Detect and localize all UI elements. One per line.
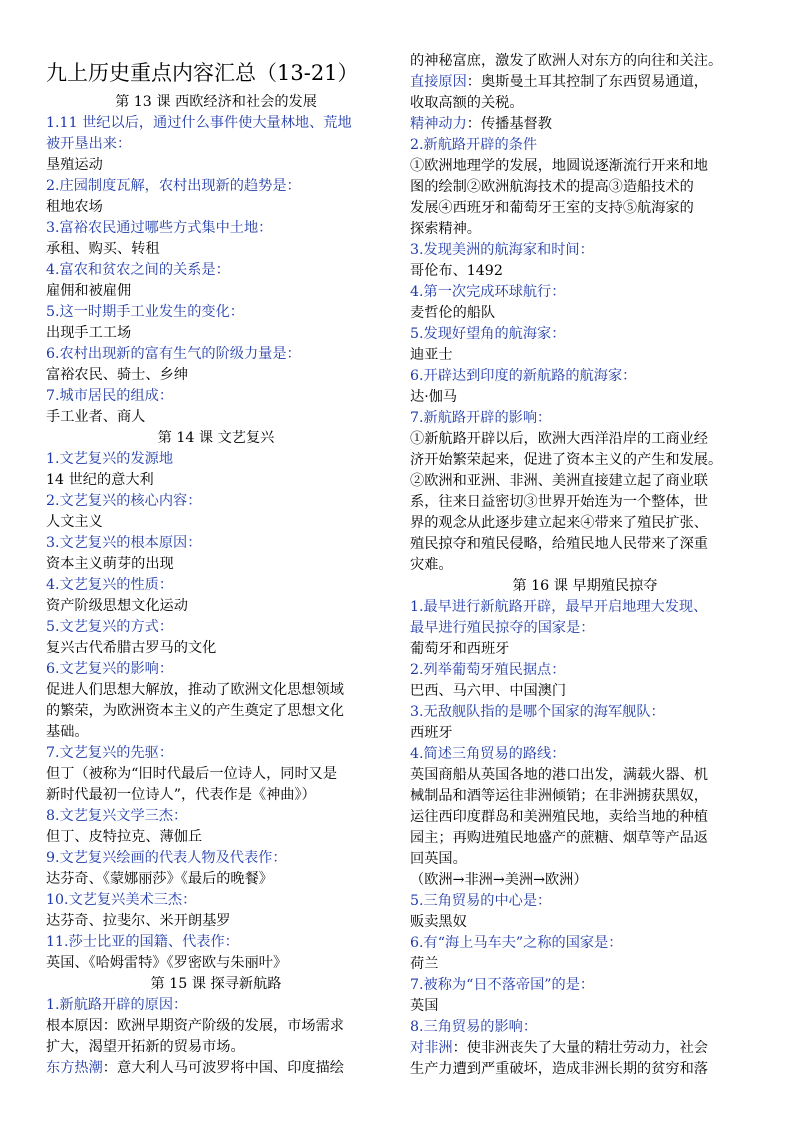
text-line xyxy=(410,387,760,408)
answer-text: 济开始繁荣起来，促进了资本主义的产生和发展。 xyxy=(410,452,723,468)
answer-text: 第 13 课 西欧经济和社会的发展 xyxy=(115,94,317,110)
text-line xyxy=(410,723,760,744)
text-line xyxy=(46,890,386,911)
answer-text: 西班牙 xyxy=(410,725,453,741)
answer-text: ①欧洲地理学的发展，地圆说逐渐流行开来和地 xyxy=(410,158,708,174)
question-text: 2.文艺复兴的核心内容： xyxy=(46,493,202,509)
text-line xyxy=(46,491,386,512)
question-text: 5.文艺复兴的方式： xyxy=(46,619,174,635)
text-line xyxy=(410,807,760,828)
question-text: 10.文艺复兴美术三杰： xyxy=(46,892,197,908)
question-text: 8.三角贸易的影响： xyxy=(410,1019,538,1035)
lesson-heading xyxy=(46,92,386,113)
text-line xyxy=(410,51,760,72)
answer-text: 达芬奇、拉斐尔、米开朗基罗 xyxy=(46,913,231,929)
answer-text: 雇佣和被雇佣 xyxy=(46,283,132,299)
text-line xyxy=(46,512,386,533)
question-text: 最早进行殖民掠夺的国家是： xyxy=(410,620,595,636)
question-text: 4.第一次完成环球航行： xyxy=(410,284,566,300)
text-line xyxy=(410,933,760,954)
answer-text: 富裕农民、骑士、乡绅 xyxy=(46,367,188,383)
text-line xyxy=(46,596,386,617)
answer-text: 促进人们思想大解放，推动了欧洲文化思想领域 xyxy=(46,682,344,698)
text-line xyxy=(46,1058,386,1079)
answer-text: 承租、购买、转租 xyxy=(46,241,160,257)
text-line xyxy=(410,471,760,492)
text-line xyxy=(410,177,760,198)
text-line xyxy=(410,1017,760,1038)
answer-text: 基础。 xyxy=(46,724,89,740)
question-text: 2.列举葡萄牙殖民据点： xyxy=(410,662,566,678)
text-line xyxy=(46,638,386,659)
question-text: 7.城市居民的组成： xyxy=(46,388,174,404)
answer-text: 达芬奇、《蒙娜丽莎》《最后的晚餐》 xyxy=(46,871,273,887)
text-line xyxy=(46,1037,386,1058)
text-line xyxy=(410,660,760,681)
text-line xyxy=(410,744,760,765)
question-text: 直接原因 xyxy=(410,74,467,90)
text-line xyxy=(410,429,760,450)
answer-text: 英国 xyxy=(410,998,439,1014)
question-text: 6.有“海上马车夫”之称的国家是： xyxy=(410,935,623,951)
text-line xyxy=(410,849,760,870)
question-text: 7.文艺复兴的先驱： xyxy=(46,745,174,761)
text-line xyxy=(46,995,386,1016)
question-text: 对非洲 xyxy=(410,1040,453,1056)
answer-text: 殖民掠夺和殖民侵略，给殖民地人民带来了深重 xyxy=(410,536,708,552)
text-line xyxy=(410,135,760,156)
question-text: 被开垦出来： xyxy=(46,136,132,152)
page-title xyxy=(46,58,386,88)
answer-text: 资本主义萌芽的出现 xyxy=(46,556,174,572)
answer-text: 手工业者、商人 xyxy=(46,409,146,425)
question-text: 6.文艺复兴的影响： xyxy=(46,661,174,677)
answer-text: 园主；再购进殖民地盛产的蔗糖、烟草等产品返 xyxy=(410,830,708,846)
question-text: 2.庄园制度瓦解，农村出现新的趋势是： xyxy=(46,178,301,194)
text-line xyxy=(410,156,760,177)
text-line xyxy=(410,534,760,555)
text-line xyxy=(46,932,386,953)
answer-text: 探索精神。 xyxy=(410,221,481,237)
text-line xyxy=(410,261,760,282)
text-line xyxy=(46,575,386,596)
text-line xyxy=(410,555,760,576)
text-line xyxy=(410,198,760,219)
question-text: 5.发现好望角的航海家： xyxy=(410,326,566,342)
answer-text: 英国、《哈姆雷特》《罗密欧与朱丽叶》 xyxy=(46,955,288,971)
lesson-heading xyxy=(410,576,760,597)
question-text: 4.简述三角贸易的路线： xyxy=(410,746,566,762)
answer-text: 租地农场 xyxy=(46,199,103,215)
text-line xyxy=(46,407,386,428)
text-line xyxy=(46,176,386,197)
text-line xyxy=(410,765,760,786)
text-line xyxy=(410,996,760,1017)
text-line xyxy=(410,240,760,261)
text-line xyxy=(46,449,386,470)
answer-text: 界的观念从此逐步建立起来④带来了殖民扩张、 xyxy=(410,515,708,531)
answer-text: 哥伦布、1492 xyxy=(410,263,503,279)
answer-text: 生产力遭到严重破坏，造成非洲长期的贫穷和落 xyxy=(410,1061,708,1077)
text-line xyxy=(46,680,386,701)
text-line xyxy=(410,282,760,303)
answer-text: 但丁、皮特拉克、薄伽丘 xyxy=(46,829,203,845)
text-line xyxy=(410,114,760,135)
answer-text: 九上历史重点内容汇总（13-21） xyxy=(46,61,359,85)
question-text: 7.新航路开辟的影响： xyxy=(410,410,552,426)
text-line xyxy=(46,554,386,575)
question-text: 6.农村出现新的富有生气的阶级力量是： xyxy=(46,346,301,362)
text-line xyxy=(410,1038,760,1059)
text-line xyxy=(410,366,760,387)
question-text: 8.文艺复兴文学三杰： xyxy=(46,808,188,824)
text-line xyxy=(46,323,386,344)
answer-text: （欧洲→非洲→美洲→欧洲） xyxy=(410,872,588,888)
answer-text: 收取高额的关税。 xyxy=(410,95,524,111)
text-line xyxy=(410,93,760,114)
question-text: 6.开辟达到印度的新航路的航海家： xyxy=(410,368,637,384)
text-line xyxy=(410,324,760,345)
question-text: 3.无敌舰队指的是哪个国家的海军舰队： xyxy=(410,704,665,720)
text-line xyxy=(410,891,760,912)
text-line xyxy=(46,827,386,848)
answer-text: 第 14 课 文艺复兴 xyxy=(157,430,275,446)
text-line xyxy=(410,828,760,849)
text-line xyxy=(410,954,760,975)
text-line xyxy=(46,953,386,974)
answer-text: 的神秘富庶，激发了欧洲人对东方的向往和关注。 xyxy=(410,53,723,69)
text-line xyxy=(46,155,386,176)
text-line xyxy=(46,365,386,386)
text-line xyxy=(410,912,760,933)
answer-text: 运往西印度群岛和美洲殖民地，卖给当地的种植 xyxy=(410,809,708,825)
answer-text: 葡萄牙和西班牙 xyxy=(410,641,510,657)
answer-text: 械制品和酒等运往非洲倾销；在非洲掳获黑奴， xyxy=(410,788,708,804)
answer-text: 人文主义 xyxy=(46,514,103,530)
lesson-heading xyxy=(46,428,386,449)
answer-text: ：传播基督教 xyxy=(466,116,552,132)
question-text: 东方热潮 xyxy=(46,1060,103,1076)
text-line xyxy=(410,681,760,702)
answer-text: 垦殖运动 xyxy=(46,157,103,173)
answer-text: ：奥斯曼土耳其控制了东西贸易通道， xyxy=(466,74,708,90)
text-line xyxy=(410,639,760,660)
answer-text: 新时代最初一位诗人”，代表作是《神曲》） xyxy=(46,787,316,803)
answer-text: 根本原因：欧洲早期资产阶级的发展，市场需求 xyxy=(46,1018,344,1034)
question-text: 3.富裕农民通过哪些方式集中土地： xyxy=(46,220,273,236)
answer-text: ①新航路开辟以后，欧洲大西洋沿岸的工商业经 xyxy=(410,431,708,447)
text-line xyxy=(46,659,386,680)
text-line xyxy=(46,302,386,323)
question-text: 5.三角贸易的中心是： xyxy=(410,893,552,909)
text-line xyxy=(410,219,760,240)
answer-text: 英国商船从英国各地的港口出发，满载火器、机 xyxy=(410,767,708,783)
answer-text: 巴西、马六甲、中国澳门 xyxy=(410,683,567,699)
text-line xyxy=(46,743,386,764)
text-line xyxy=(46,764,386,785)
text-line xyxy=(410,597,760,618)
text-line xyxy=(410,786,760,807)
text-line xyxy=(410,72,760,93)
question-text: 1.11 世纪以后，通过什么事件使大量林地、荒地 xyxy=(46,115,352,131)
text-line xyxy=(410,870,760,891)
question-text: 7.被称为“日不落帝国”的是： xyxy=(410,977,595,993)
text-line xyxy=(410,492,760,513)
question-text: 1.新航路开辟的原因： xyxy=(46,997,188,1013)
answer-text: 迪亚士 xyxy=(410,347,453,363)
text-line xyxy=(46,344,386,365)
question-text: 5.这一时期手工业发生的变化： xyxy=(46,304,244,320)
question-text: 1.最早进行新航路开辟，最早开启地理大发现、 xyxy=(410,599,708,615)
text-line xyxy=(46,386,386,407)
answer-text: 出现手工工场 xyxy=(46,325,132,341)
answer-text: ：意大利人马可波罗将中国、印度描绘 xyxy=(102,1060,344,1076)
answer-text: 14 世纪的意大利 xyxy=(46,472,154,488)
text-line xyxy=(410,1059,760,1080)
answer-text: 回英国。 xyxy=(410,851,467,867)
text-line xyxy=(46,722,386,743)
text-line xyxy=(46,701,386,722)
question-text: 4.富农和贫农之间的关系是： xyxy=(46,262,230,278)
question-text: 9.文艺复兴绘画的代表人物及代表作： xyxy=(46,850,287,866)
lesson-heading xyxy=(46,974,386,995)
answer-text: 发展④西班牙和葡萄牙王室的支持⑤航海家的 xyxy=(410,200,694,216)
text-line xyxy=(46,218,386,239)
text-line xyxy=(46,1016,386,1037)
question-text: 1.文艺复兴的发源地 xyxy=(46,451,174,467)
text-line xyxy=(46,533,386,554)
question-text: 11.莎士比亚的国籍、代表作： xyxy=(46,934,239,950)
text-line xyxy=(410,702,760,723)
text-line xyxy=(46,806,386,827)
question-text: 精神动力 xyxy=(410,116,467,132)
answer-text: 资产阶级思想文化运动 xyxy=(46,598,188,614)
text-line xyxy=(410,975,760,996)
text-line xyxy=(46,260,386,281)
text-line xyxy=(410,618,760,639)
text-line xyxy=(410,513,760,534)
answer-text: 贩卖黑奴 xyxy=(410,914,467,930)
answer-text: 第 16 课 早期殖民掠夺 xyxy=(512,578,658,594)
text-line xyxy=(46,281,386,302)
text-line xyxy=(46,911,386,932)
answer-text: 达·伽马 xyxy=(410,389,458,405)
answer-text: ：使非洲丧失了大量的精壮劳动力，社会 xyxy=(452,1040,708,1056)
answer-text: 系，往来日益密切③世界开始连为一个整体，世 xyxy=(410,494,708,510)
answer-text: 荷兰 xyxy=(410,956,439,972)
text-line xyxy=(46,470,386,491)
text-line xyxy=(410,450,760,471)
answer-text: 灾难。 xyxy=(410,557,453,573)
answer-text: 第 15 课 探寻新航路 xyxy=(150,976,282,992)
answer-text: 麦哲伦的船队 xyxy=(410,305,496,321)
answer-text: 的繁荣，为欧洲资本主义的产生奠定了思想文化 xyxy=(46,703,344,719)
text-line xyxy=(410,345,760,366)
answer-text: 但丁（被称为“旧时代最后一位诗人，同时又是 xyxy=(46,766,338,782)
question-text: 3.发现美洲的航海家和时间： xyxy=(410,242,594,258)
answer-text: ②欧洲和亚洲、非洲、美洲直接建立起了商业联 xyxy=(410,473,708,489)
text-line xyxy=(46,197,386,218)
text-line xyxy=(46,113,386,134)
text-line xyxy=(46,785,386,806)
text-line xyxy=(410,408,760,429)
text-line xyxy=(46,239,386,260)
question-text: 2.新航路开辟的条件 xyxy=(410,137,538,153)
answer-text: 复兴古代希腊古罗马的文化 xyxy=(46,640,217,656)
text-line xyxy=(46,617,386,638)
text-line xyxy=(46,869,386,890)
text-line xyxy=(46,134,386,155)
question-text: 3.文艺复兴的根本原因： xyxy=(46,535,202,551)
text-line xyxy=(46,848,386,869)
answer-text: 图的绘制②欧洲航海技术的提高③造船技术的 xyxy=(410,179,694,195)
answer-text: 扩大，渴望开拓新的贸易市场。 xyxy=(46,1039,245,1055)
question-text: 4.文艺复兴的性质： xyxy=(46,577,174,593)
text-line xyxy=(410,303,760,324)
